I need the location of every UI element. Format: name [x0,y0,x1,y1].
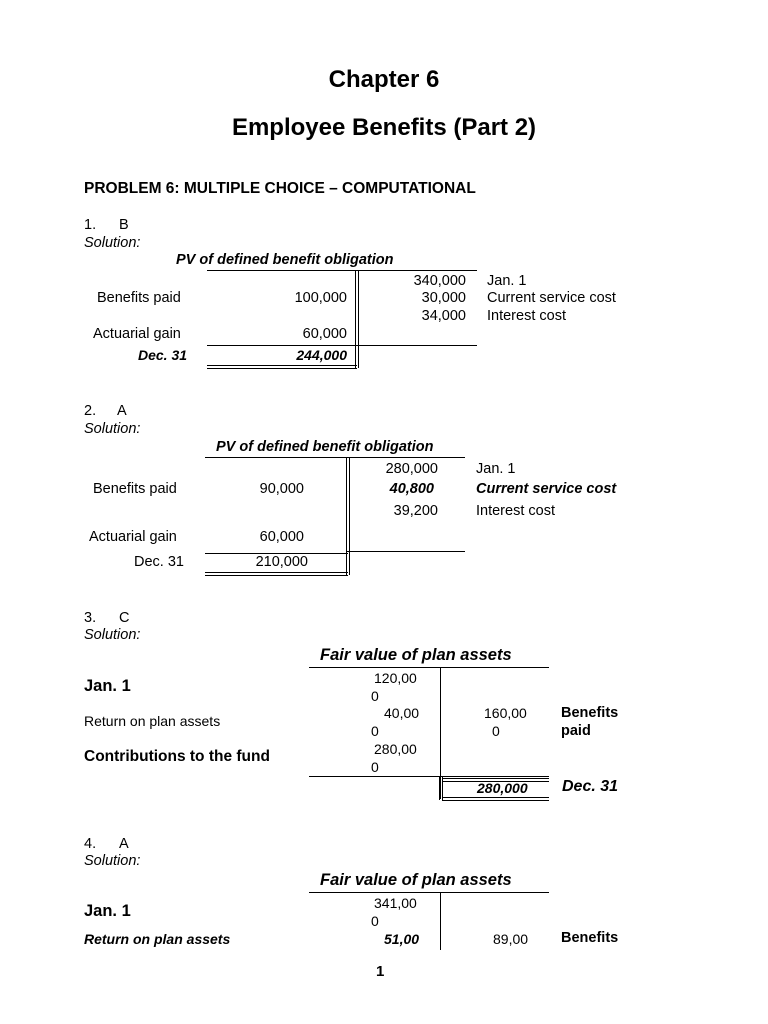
interest-cost-label: Interest cost [487,308,566,324]
total-rule [309,776,549,777]
current-service-cost-label: Current service cost [487,290,616,306]
answer-letter: B [119,217,129,233]
jan1-value-part-2: 0 [371,688,379,704]
interest-cost-value: 34,000 [421,308,466,324]
question-number: 1. [84,217,97,233]
current-service-cost-value: 30,000 [421,290,466,306]
t-account-divider [355,270,359,368]
t-account-divider [440,892,441,950]
jan1-value-part-1: 341,00 [374,895,417,911]
benefits-paid-label: Benefits paid [97,290,181,306]
dec31-value: 280,000 [477,780,528,796]
return-label: Return on plan assets [84,713,221,729]
return-value-part-1: 40,00 [384,705,420,721]
actuarial-gain-label: Actuarial gain [89,529,177,545]
jan1-value-part-2: 0 [371,913,379,929]
answer-letter: A [117,403,127,419]
question-number: 4. [84,836,97,852]
t-account-top-rule [309,892,549,893]
return-label: Return on plan assets [84,931,231,947]
answer-letter: C [119,610,130,626]
jan1-label: Jan. 1 [487,273,527,289]
actuarial-gain-label: Actuarial gain [93,326,181,342]
jan1-label: Jan. 1 [84,677,131,695]
double-underline [207,365,357,369]
solution-label: Solution: [84,853,141,869]
actuarial-gain-value: 60,000 [259,529,304,545]
interest-cost-label: Interest cost [476,503,555,519]
solution-label: Solution: [84,235,141,251]
return-value: 51,00 [384,931,420,947]
benefits-paid-value: 100,000 [294,290,347,306]
benefits-label: Benefits [561,930,619,946]
page-number: 1 [376,963,385,980]
benefits-value-part-2: 0 [492,723,500,739]
dec31-label: Dec. 31 [134,554,184,570]
dec31-label: Dec. 31 [138,347,188,363]
answer-letter: A [119,836,129,852]
benefits-paid-value: 90,000 [259,481,304,497]
question-number: 2. [84,403,97,419]
benefits-label-part-1: Benefits [561,705,619,721]
jan1-label: Jan. 1 [476,461,516,477]
benefits-value-part-1: 160,00 [484,705,527,721]
current-service-cost-label: Current service cost [476,481,617,497]
t-account-title: Fair value of plan assets [320,871,512,889]
page-title: Employee Benefits (Part 2) [231,114,537,141]
solution-label: Solution: [84,627,141,643]
problem-heading: PROBLEM 6: MULTIPLE CHOICE – COMPUTATIONAL [84,180,476,197]
jan1-value-part-1: 120,00 [374,670,417,686]
jan1-label: Jan. 1 [84,902,131,920]
t-account-title: Fair value of plan assets [320,646,512,664]
contributions-label: Contributions to the fund [84,748,270,765]
jan1-value: 280,000 [385,461,438,477]
chapter-title: Chapter 6 [328,66,440,93]
t-account-top-rule [205,457,465,458]
benefits-value: 89,00 [493,931,529,947]
contributions-value-part-2: 0 [371,759,379,775]
credit-total-rule [346,551,465,552]
dec31-value: 210,000 [255,554,308,570]
t-account-title: PV of defined benefit obligation [176,252,394,268]
dec31-label: Dec. 31 [562,778,619,795]
t-account-top-rule [207,270,477,271]
benefits-label-part-2: paid [561,723,591,739]
double-underline [442,797,549,801]
solution-label: Solution: [84,421,141,437]
interest-cost-value: 39,200 [393,503,438,519]
t-account-title: PV of defined benefit obligation [216,439,434,455]
dec31-value: 244,000 [296,347,347,363]
contributions-value-part-1: 280,00 [374,741,417,757]
question-number: 3. [84,610,97,626]
total-rule [207,345,477,346]
jan1-value: 340,000 [413,273,466,289]
double-underline [205,572,348,576]
benefits-paid-label: Benefits paid [93,481,177,497]
t-account-top-rule [309,667,549,668]
current-service-cost-value: 40,800 [389,481,434,497]
return-value-part-2: 0 [371,723,379,739]
actuarial-gain-value: 60,000 [302,326,347,342]
